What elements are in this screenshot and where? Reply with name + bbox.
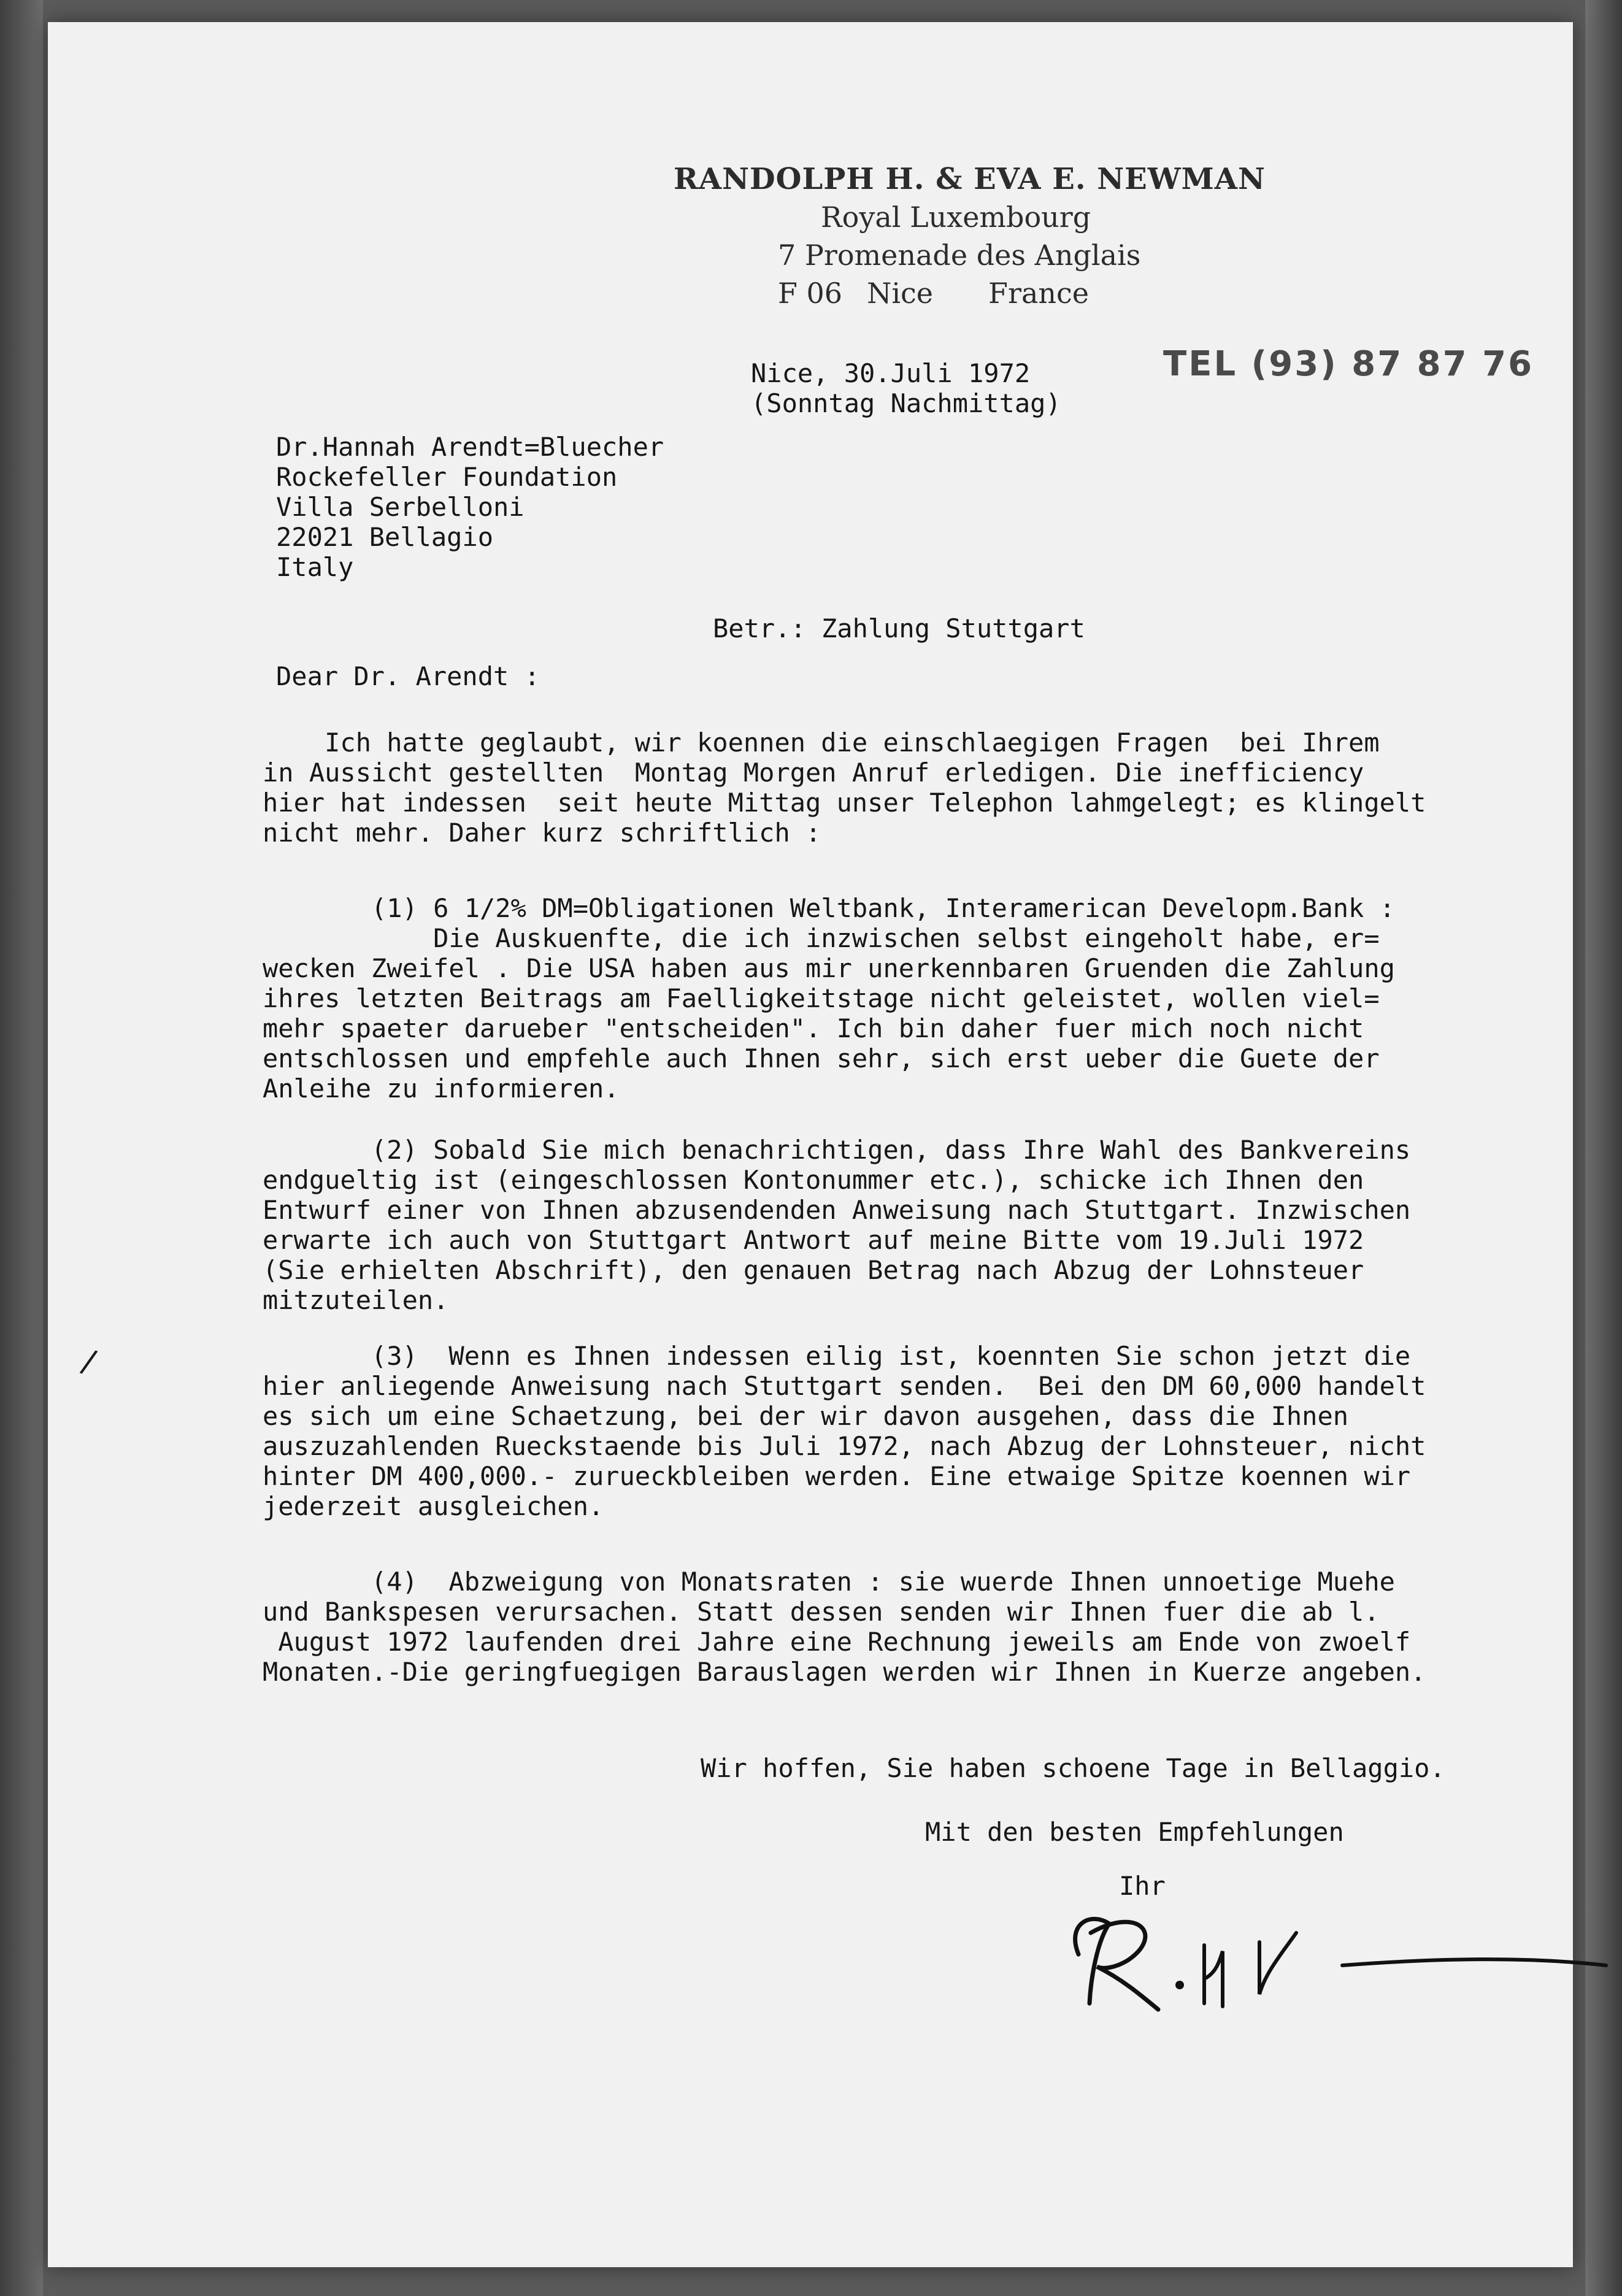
paragraph-line: wecken Zweifel . Die USA haben aus mir unerkennbaren Gruenden die Zahlung <box>263 953 1395 983</box>
telephone-stamp: TEL (93) 87 87 76 <box>1163 344 1534 384</box>
closing-ihr: Ihr <box>1119 1871 1166 1901</box>
date-line: Nice, 30.Juli 1972 <box>751 358 1031 388</box>
letter-date <box>751 358 1061 418</box>
paragraph-line: Monaten.-Die geringfuegigen Barauslagen werden wir Ihnen in Kuerze angeben. <box>263 1657 1426 1687</box>
paragraph-line: in Aussicht gestellten Montag Morgen Anruf erledigen. Die inefficiency <box>263 758 1364 788</box>
letterhead-city-line <box>674 274 1263 312</box>
paragraph-line: (1) 6 1/2% DM=Obligationen Weltbank, Interamerican Developm.Bank : <box>263 893 1395 923</box>
date-weekday: (Sonntag Nachmittag) <box>751 388 1061 418</box>
signature-drawing <box>1054 1887 1622 2022</box>
paragraph-line: (3) Wenn es Ihnen indessen eilig ist, koennten Sie schon jetzt die <box>263 1341 1411 1371</box>
paragraph-line: Entwurf einer von Ihnen abzusendenden Anweisung nach Stuttgart. Inzwischen <box>263 1195 1411 1225</box>
paragraph-line: mehr spaeter darueber "entscheiden". Ich bin daher fuer mich noch nicht <box>263 1013 1364 1043</box>
closing-wish: Wir hoffen, Sie haben schoene Tage in Bellaggio. <box>701 1753 1445 1783</box>
recipient-line: 22021 Bellagio <box>276 522 494 552</box>
recipient-line: Rockefeller Foundation <box>276 462 618 492</box>
paragraph-line: Ich hatte geglaubt, wir koennen die einschlaegigen Fragen bei Ihrem <box>263 728 1380 758</box>
letterhead-name: RANDOLPH H. & EVA E. NEWMAN <box>674 162 1266 196</box>
paragraph-line: auszuzahlenden Rueckstaende bis Juli 1972, nach Abzug der Lohnsteuer, nicht <box>263 1431 1426 1461</box>
recipient-line: Italy <box>276 552 354 582</box>
salutation: Dear Dr. Arendt : <box>276 661 540 691</box>
paragraph-line: jederzeit ausgleichen. <box>263 1491 604 1521</box>
paragraph-3 <box>263 1341 1600 1521</box>
handwritten-signature <box>1054 1887 1622 2022</box>
paragraph-line: es sich um eine Schaetzung, bei der wir davon ausgehen, dass die Ihnen <box>263 1401 1349 1431</box>
paragraph-line: (Sie erhielten Abschrift), den genauen Betrag nach Abzug der Lohnsteuer <box>263 1255 1364 1285</box>
letter-page <box>48 22 1573 2267</box>
recipient-line: Dr.Hannah Arendt=Bluecher <box>276 432 664 462</box>
letterhead-country: France <box>988 277 1089 310</box>
paragraph-line: entschlossen und empfehle auch Ihnen sehr, sich erst ueber die Guete der <box>263 1043 1380 1073</box>
paragraph-line: (2) Sobald Sie mich benachrichtigen, dass Ihre Wahl des Bankvereins <box>263 1135 1411 1165</box>
letterhead <box>674 160 1266 312</box>
paragraph-line: hier anliegende Anweisung nach Stuttgart senden. Bei den DM 60,000 handelt <box>263 1371 1426 1401</box>
paragraph-1 <box>263 893 1600 1104</box>
letterhead-city: Nice <box>867 277 934 310</box>
subject-line: Betr.: Zahlung Stuttgart <box>713 613 1085 643</box>
letterhead-street: 7 Promenade des Anglais <box>778 239 1141 272</box>
paragraph-line: endgueltig ist (eingeschlossen Kontonummer etc.), schicke ich Ihnen den <box>263 1165 1364 1195</box>
paragraph-line: Die Auskuenfte, die ich inzwischen selbst eingeholt habe, er= <box>263 923 1380 953</box>
paragraph-line: hier hat indessen seit heute Mittag unser Telephon lahmgelegt; es klingelt <box>263 788 1426 818</box>
scan-edge-left <box>0 0 43 2296</box>
paragraph-line: mitzuteilen. <box>263 1285 449 1315</box>
paragraph-line: und Bankspesen verursachen. Statt dessen senden wir Ihnen fuer die ab l. <box>263 1597 1380 1627</box>
paragraph-line: Anleihe zu informieren. <box>263 1073 620 1104</box>
paragraph-intro <box>263 728 1600 848</box>
recipient-address <box>276 432 664 582</box>
paragraph-2 <box>263 1135 1600 1315</box>
recipient-line: Villa Serbelloni <box>276 492 525 522</box>
paragraph-line: (4) Abzweigung von Monatsraten : sie wuerde Ihnen unnoetige Muehe <box>263 1567 1395 1597</box>
paragraph-line: ihres letzten Beitrags am Faelligkeitstage nicht geleistet, wollen viel= <box>263 983 1380 1013</box>
paragraph-line: nicht mehr. Daher kurz schriftlich : <box>263 818 821 848</box>
paragraph-4 <box>263 1567 1600 1687</box>
closing-regards: Mit den besten Empfehlungen <box>925 1817 1344 1847</box>
margin-mark: / <box>78 1342 100 1381</box>
paragraph-line: August 1972 laufenden drei Jahre eine Rechnung jeweils am Ende von zwoelf <box>263 1627 1411 1657</box>
letterhead-postal: F 06 <box>778 277 843 310</box>
letterhead-hotel: Royal Luxembourg <box>821 201 1091 234</box>
paragraph-line: hinter DM 400,000.- zurueckbleiben werden. Eine etwaige Spitze koennen wir <box>263 1461 1411 1491</box>
paragraph-line: erwarte ich auch von Stuttgart Antwort auf meine Bitte vom 19.Juli 1972 <box>263 1225 1364 1255</box>
